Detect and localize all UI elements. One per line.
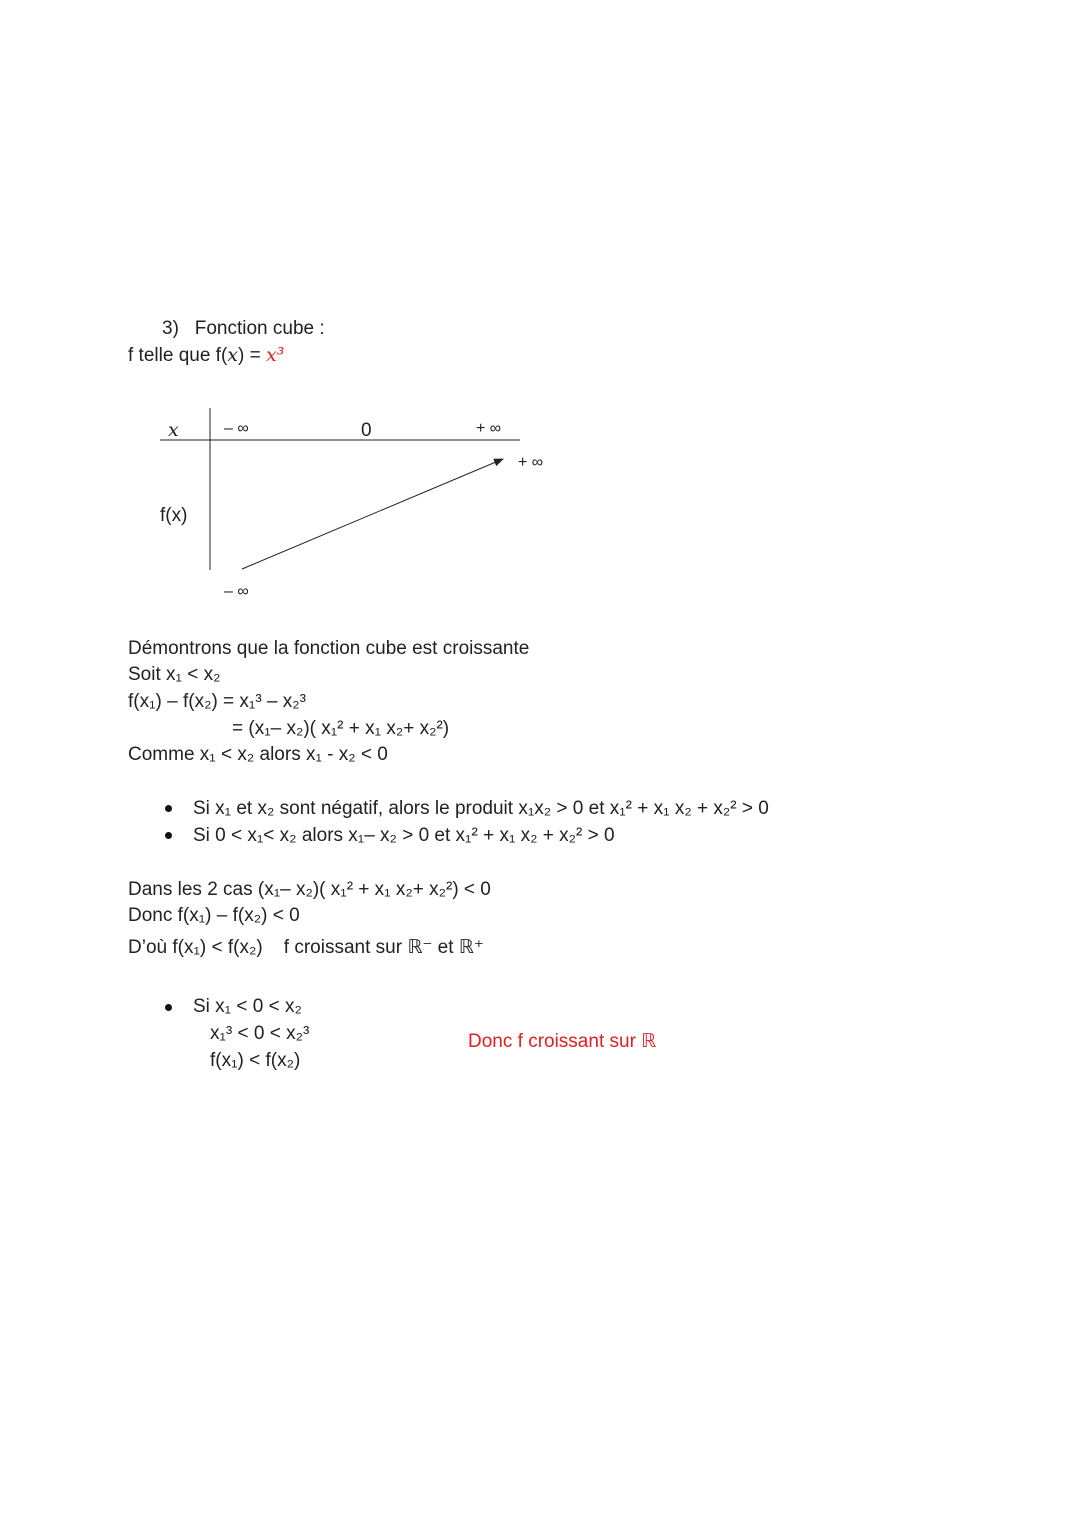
last-case-line-3: f(x₁) < f(x₂) — [210, 1050, 301, 1071]
definition-var: x — [227, 344, 238, 366]
table-fx-label: f(x) — [160, 505, 188, 526]
table-f-minus-infinity: – ∞ — [224, 583, 249, 600]
definition-mid: ) = — [238, 345, 266, 366]
bullet-icon — [165, 1004, 172, 1011]
table-x-minus-infinity: – ∞ — [224, 420, 249, 437]
bullet-icon — [165, 832, 172, 839]
section-title: Fonction cube : — [194, 318, 325, 339]
final-note: Donc f croissant sur ℝ — [468, 1031, 657, 1052]
table-x-plus-infinity: + ∞ — [476, 420, 502, 437]
definition-prefix: f telle que f( — [128, 345, 228, 366]
proof-line-2: f(x₁) – f(x₂) = x₁³ – x₂³ — [128, 691, 306, 712]
definition-expr: x³ — [265, 344, 285, 366]
increasing-arrow — [242, 459, 503, 569]
proof-line-3: = (x₁– x₂)( x₁² + x₁ x₂+ x₂²) — [232, 718, 450, 739]
conclusion-line-3: D’où f(x₁) < f(x₂) f croissant sur ℝ⁻ et ℝ⁺ — [128, 937, 484, 958]
table-x-label: x — [168, 419, 179, 441]
proof-line-1: Soit x₁ < x₂ — [128, 664, 221, 685]
proof-heading: Démontrons que la fonction cube est croissante — [128, 638, 530, 659]
proof-line-4: Comme x₁ < x₂ alors x₁ - x₂ < 0 — [128, 744, 388, 765]
case-1: Si x₁ et x₂ sont négatif, alors le produit x₁x₂ > 0 et x₁² + x₁ x₂ + x₂² > 0 — [193, 798, 769, 819]
last-case-line-1: Si x₁ < 0 < x₂ — [193, 996, 302, 1017]
bullet-icon — [165, 805, 172, 812]
section-number: 3) — [162, 318, 179, 339]
last-case-line-2: x₁³ < 0 < x₂³ — [210, 1023, 310, 1044]
case-2: Si 0 < x₁< x₂ alors x₁– x₂ > 0 et x₁² + x₁ x₂ + x₂² > 0 — [193, 825, 615, 846]
conclusion-line-2: Donc f(x₁) – f(x₂) < 0 — [128, 905, 300, 926]
conclusion-line-1: Dans les 2 cas (x₁– x₂)( x₁² + x₁ x₂+ x₂²) < 0 — [128, 879, 491, 900]
table-x-zero: 0 — [361, 420, 372, 441]
table-f-plus-infinity: + ∞ — [518, 454, 544, 471]
